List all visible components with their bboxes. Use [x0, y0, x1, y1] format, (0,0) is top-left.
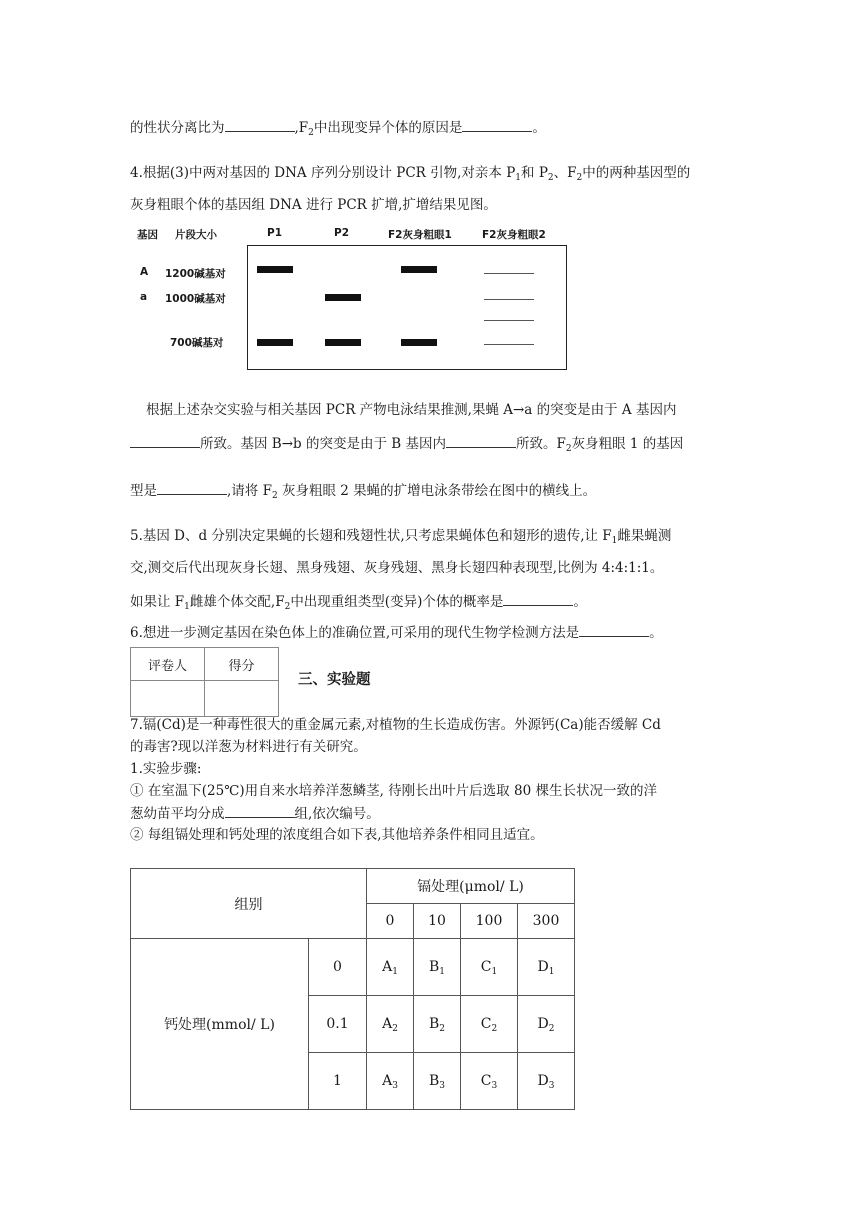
q4-line-2: 灰身粗眼个体的基因组 DNA 进行 PCR 扩增,扩增结果见图。 [130, 197, 497, 213]
cd-level: 10 [414, 904, 461, 939]
subscript: 2 [284, 602, 291, 612]
cd-treatment-label: 镉处理(μmol/ L) [367, 869, 575, 904]
treatment-table [130, 868, 575, 1110]
gene-label-A: A [140, 266, 149, 278]
q4-text: 和 P [521, 165, 548, 181]
q4-text: 所致。F [515, 436, 566, 452]
lane-label-p1: P1 [267, 227, 283, 239]
q4-text: 中的两种基因型的 [582, 165, 691, 181]
q6-text: 6.想进一步测定基因在染色体上的准确位置,可采用的现代生物学检测方法是 [130, 625, 580, 641]
band-p2-1000 [325, 294, 361, 301]
q5-line-2: 交,测交后代出现灰身长翅、黑身残翅、灰身残翅、黑身长翅四种表现型,比例为 4:4:1:1。 [130, 560, 664, 576]
answer-blank[interactable] [157, 481, 227, 495]
header-size: 片段大小 [175, 229, 217, 241]
reviewer-cell[interactable] [131, 681, 205, 717]
ca-level: 1 [309, 1053, 367, 1110]
q5-text: 5.基因 D、d 分别决定果蝇的长翅和残翅性状,只考虑果蝇体色和翅形的遗传,让 F [130, 528, 612, 544]
q5-text: 中出现重组类型(变异)个体的概率是 [290, 594, 504, 610]
q4-text: 灰身粗眼 1 的基因 [571, 436, 684, 452]
group-cell: $C_2$ [461, 996, 518, 1053]
q4-text: 灰身粗眼 2 果蝇的扩增电泳条带绘在图中的横线上。 [277, 483, 597, 499]
q4-text: 所致。基因 B→b 的突变是由于 B 基因内 [200, 436, 446, 452]
group-cell: $B_3$ [414, 1053, 461, 1110]
group-cell: $D_3$ [518, 1053, 575, 1110]
group-label: 组别 [131, 869, 367, 939]
q7-text: 组,依次编号。 [294, 806, 380, 822]
size-label-1200: 1200碱基对 [165, 268, 226, 280]
band-p1-700 [257, 339, 293, 346]
q7-text: 葱幼苗平均分成 [130, 806, 225, 822]
q4-line-1 [130, 164, 690, 182]
q5-text: 雌雄个体交配,F [189, 594, 285, 610]
subscript: 2 [565, 444, 572, 454]
q5-line-3 [130, 592, 587, 611]
q5-text: 雌果蝇测 [617, 528, 672, 544]
answer-blank[interactable] [225, 804, 295, 818]
q6-text: 。 [649, 625, 663, 641]
subscript: 1 [515, 173, 522, 183]
answer-line[interactable] [484, 299, 534, 300]
q5-text: 。 [573, 594, 587, 610]
q4-text: 型是 [130, 483, 157, 499]
band-f2-1-1200 [401, 266, 437, 273]
q4-text: 、F [553, 165, 577, 181]
subscript: 2 [308, 128, 314, 138]
q4-reasoning-1: 根据上述杂交实验与相关基因 PCR 产物电泳结果推测,果蝇 A→a 的突变是由于 A 基因内 [146, 402, 677, 418]
q3-text-a: 的性状分离比为 [130, 120, 225, 136]
answer-blank[interactable] [225, 118, 295, 132]
group-cell: $A_3$ [367, 1053, 414, 1110]
ca-treatment-label: 钙处理(mmol/ L) [131, 939, 309, 1110]
subscript: 2 [547, 173, 554, 183]
q5-line-1 [130, 527, 671, 545]
group-cell: $D_1$ [518, 939, 575, 996]
lane-label-f2-2: F2灰身粗眼2 [482, 229, 546, 241]
answer-blank[interactable] [503, 592, 573, 606]
q6-line [130, 623, 663, 642]
q4-text: 4.根据(3)中两对基因的 DNA 序列分别设计 PCR 引物,对亲本 P [130, 165, 516, 181]
answer-line[interactable] [484, 273, 534, 274]
q7-line-2: 的毒害?现以洋葱为材料进行有关研究。 [130, 739, 367, 755]
cd-level: 300 [518, 904, 575, 939]
band-f2-1-700 [401, 339, 437, 346]
subscript: 1 [184, 602, 190, 612]
group-cell: $C_1$ [461, 939, 518, 996]
q4-text: ,请将 F [227, 483, 272, 499]
group-cell: $C_3$ [461, 1053, 518, 1110]
header-gene: 基因 [137, 229, 158, 241]
q7-line-1: 7.镉(Cd)是一种毒性很大的重金属元素,对植物的生长造成伤害。外源钙(Ca)能否缓解 Cd [130, 717, 661, 733]
answer-blank[interactable] [446, 434, 516, 448]
q7-line-6: ② 每组镉处理和钙处理的浓度组合如下表,其他培养条件相同且适宜。 [130, 827, 544, 843]
section-title: 三、实验题 [298, 672, 371, 688]
group-cell: $B_1$ [414, 939, 461, 996]
q7-line-5 [130, 804, 380, 823]
answer-blank[interactable] [130, 434, 200, 448]
q3-tail-line [130, 118, 546, 137]
gene-label-a: a [140, 291, 148, 303]
ca-level: 0.1 [309, 996, 367, 1053]
score-cell[interactable] [205, 681, 279, 717]
band-p2-700 [325, 339, 361, 346]
reviewer-header: 评卷人 [131, 648, 205, 681]
q7-line-3: 1.实验步骤: [130, 761, 202, 777]
group-cell: $A_1$ [367, 939, 414, 996]
answer-blank[interactable] [579, 623, 649, 637]
q7-line-4: ① 在室温下(25℃)用自来水培养洋葱鳞茎, 待刚长出叶片后选取 80 棵生长状况一致的洋 [130, 783, 657, 799]
q4-reasoning-3 [130, 481, 596, 500]
cd-level: 100 [461, 904, 518, 939]
q3-text-b: ,F [294, 120, 309, 136]
q3-text-c: 中出现变异个体的原因是 [313, 120, 463, 136]
ca-level: 0 [309, 939, 367, 996]
lane-label-p2: P2 [334, 227, 350, 239]
q5-text: 如果让 F [130, 594, 185, 610]
group-cell: $A_2$ [367, 996, 414, 1053]
band-p1-1200 [257, 266, 293, 273]
size-label-700: 700碱基对 [170, 337, 224, 349]
answer-line[interactable] [484, 320, 534, 321]
answer-line[interactable] [484, 344, 534, 345]
group-cell: $B_2$ [414, 996, 461, 1053]
gel-box [247, 245, 567, 370]
q3-text-d: 。 [532, 120, 546, 136]
subscript: 2 [271, 491, 278, 501]
subscript: 2 [576, 173, 583, 183]
size-label-1000: 1000碱基对 [165, 293, 226, 305]
pcr-electrophoresis-figure [130, 224, 570, 374]
cd-level: 0 [367, 904, 414, 939]
scorer-table [130, 647, 279, 717]
lane-label-f2-1: F2灰身粗眼1 [388, 229, 452, 241]
subscript: 1 [611, 536, 618, 546]
q4-reasoning-2 [130, 434, 683, 453]
score-header: 得分 [205, 648, 279, 681]
group-cell: $D_2$ [518, 996, 575, 1053]
answer-blank[interactable] [462, 118, 532, 132]
